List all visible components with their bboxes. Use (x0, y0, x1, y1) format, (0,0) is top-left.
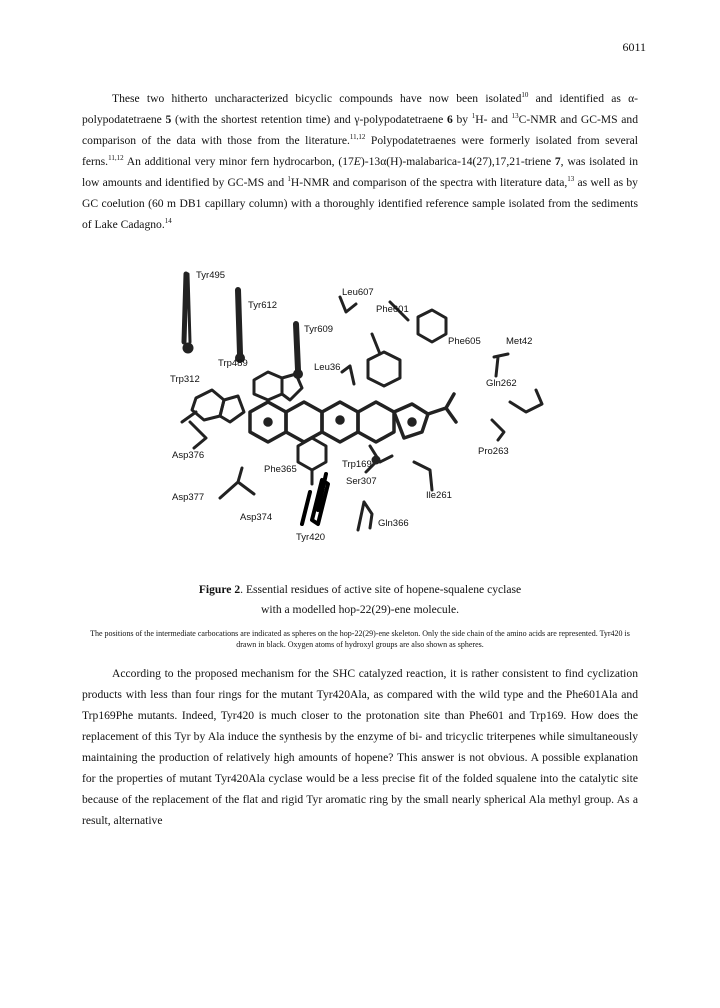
hopene-skeleton (250, 394, 456, 442)
label-met42: Met42 (506, 336, 533, 347)
residue-tyr609 (295, 324, 302, 378)
label-leu607: Leu607 (342, 287, 374, 298)
residue-phe365 (298, 438, 326, 484)
label-gln366: Gln366 (378, 518, 409, 529)
paragraph-intro: These two hitherto uncharacterized bicyclic compounds have now been isolated$^{10}$ and identified as α-polypodatetraene 5 (with the shortest retention time) and γ-polypodatetraene 6 by $^1$H- and $^{13}$C-NMR and GC-MS and comparison of the data with those from the literature.$^{11,12}$ Polypodatetraenes were formerly isolated from several ferns.$^{11,12}$ An additional very minor fern hydrocarbon, (17E)-13α(H)-malabarica-14(27),17,21-triene 7, was isolated in low amounts and identified by GC-MS and $^1$H-NMR and comparison of the spectra with literature data,$^{13}$ as well as by GC coelution (60 m DB1 capillary column) with a thoroughly identified reference sample isolated from the sediments of Lake Cadagno.$^{14}$ (82, 91, 639, 231)
label-tyr420: Tyr420 (296, 532, 326, 543)
label-phe605: Phe605 (448, 336, 481, 347)
label-tyr609: Tyr609 (304, 324, 334, 335)
residue-asp376 (190, 422, 206, 448)
active-site-diagram (150, 262, 570, 552)
residue-pro263 (492, 420, 504, 440)
label-pro263: Pro263 (478, 446, 509, 457)
figure-caption (82, 580, 638, 620)
label-trp489: Trp489 (218, 358, 248, 369)
label-tyr495: Tyr495 (196, 270, 226, 281)
caption-label: Figure 2 (198, 583, 241, 596)
residue-trp169 (370, 446, 392, 463)
label-phe365: Phe365 (264, 464, 297, 475)
residue-gln262 (510, 390, 542, 412)
residue-ile261 (414, 462, 432, 490)
active-site-figure (150, 262, 570, 552)
residue-tyr495 (184, 274, 192, 352)
label-asp374: Asp374 (240, 512, 273, 523)
residue-leu36 (342, 366, 354, 384)
page-number: 6011 (622, 40, 646, 54)
paragraph-mechanism (82, 663, 638, 831)
residue-gln366 (358, 502, 372, 530)
label-asp376: Asp376 (172, 450, 205, 461)
label-ile261: Ile261 (426, 490, 452, 501)
label-ser307: Ser307 (346, 476, 377, 487)
label-asp377: Asp377 (172, 492, 205, 503)
label-trp312: Trp312 (170, 374, 200, 385)
residue-asp377 (220, 468, 254, 498)
residue-met42 (494, 354, 508, 376)
paragraph-mechanism-text: According to the proposed mechanism for the SHC catalyzed reaction, it is rather consistent to find cyclization products with less than four rings for the mutant Tyr420Ala, as compared with the wild type and the Phe601Ala and Trp169Phe mutants. Indeed, Tyr420 is much closer to the protonation site than Phe601 and Trp169. How does the replacement of this Tyr by Ala induce the synthesis by the enzyme of bi- and tricyclic triterpenes while simultaneously maintaining the production of relatively high amounts of hopene? This answer is not obvious. A possible explanation for the properties of mutant Tyr420Ala cyclase would be a less precise fit of the folded squalene into the catalytic site because of the replacement of the flat and rigid Tyr aromatic ring by the small nearly spherical Ala methyl group. As a result, alternative (82, 667, 638, 827)
caption-note: The positions of the intermediate carbocations are indicated as spheres on the hop-22(29)-ene skeleton. Only the side chain of the amino acids are represented. Tyr420 is drawn in black. Oxygen atoms of hydroxyl groups are also shown as spheres. (90, 629, 630, 649)
residue-tyr612 (237, 290, 244, 362)
caption-line2: with a modelled hop-22(29)-ene molecule. (261, 603, 459, 616)
residue-tyr420 (302, 474, 328, 524)
label-trp169: Trp169 (342, 459, 372, 470)
residue-leu607 (340, 297, 356, 312)
residue-phe605 (368, 334, 400, 386)
caption-text: . Essential residues of active site of hopene-squalene cyclase (240, 583, 522, 596)
label-gln262: Gln262 (486, 378, 517, 389)
label-phe601: Phe601 (376, 304, 409, 315)
label-leu36: Leu36 (314, 362, 341, 373)
residue-trp312 (182, 390, 244, 422)
label-tyr612: Tyr612 (248, 300, 278, 311)
